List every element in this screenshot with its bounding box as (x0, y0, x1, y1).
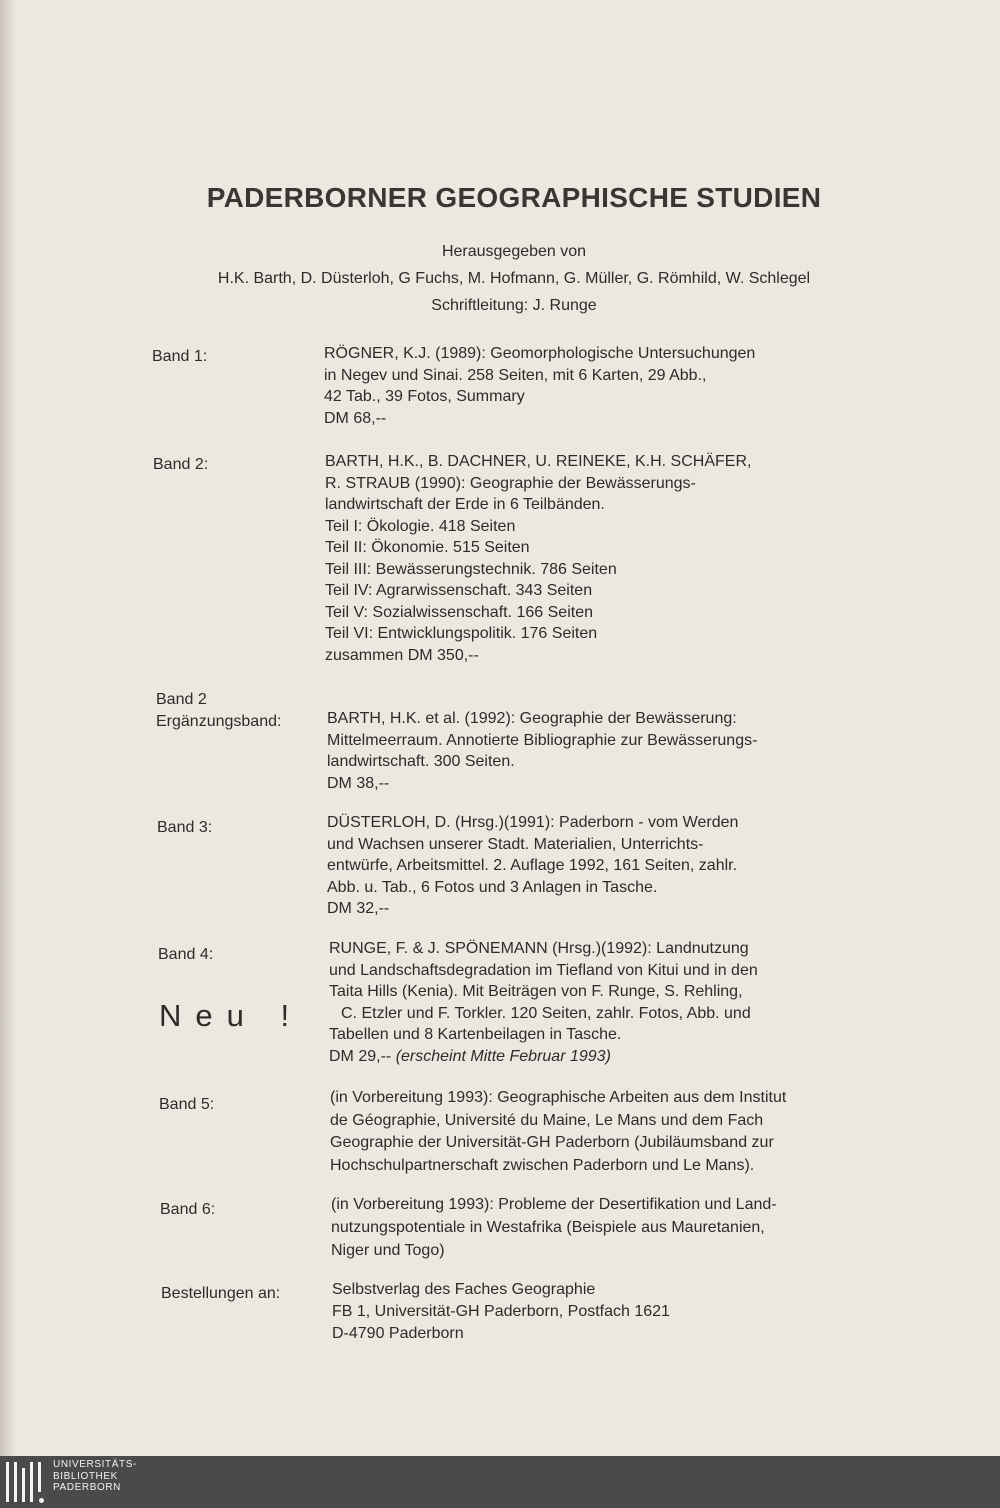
entry-line: RUNGE, F. & J. SPÖNEMANN (Hrsg.)(1992): Landnutzung (329, 940, 749, 957)
entry-line: C. Etzler und F. Torkler. 120 Seiten, zahlr. Fotos, Abb. und (341, 1004, 751, 1022)
entry-line: R. STRAUB (1990): Geographie der Bewässerungs- (325, 474, 696, 492)
entry-line: Abb. u. Tab., 6 Fotos und 3 Anlagen in Tasche. (327, 878, 658, 896)
entry-line: Niger und Togo) (331, 1242, 445, 1259)
new-badge: Neu ! (159, 998, 304, 1033)
entry-text (329, 938, 758, 1067)
series-title: PADERBORNER GEOGRAPHISCHE STUDIEN (206, 182, 822, 213)
entry-text (331, 1193, 777, 1262)
managing-editor: Schriftleitung: J. Runge (431, 297, 597, 314)
entry-text (330, 1087, 786, 1177)
entry-line: Geographie der Universität-GH Paderborn (Jubiläumsband zur (330, 1134, 774, 1151)
logo-line: UNIVERSITÄTS- (53, 1459, 137, 1470)
entry-label: Band 2 Ergänzungsband: (156, 691, 282, 730)
entry-label: Bestellungen an: (161, 1285, 281, 1302)
entry-line: BARTH, H.K. et al. (1992): Geographie der Bewässerung: (327, 710, 737, 727)
logo-line: BIBLIOTHEK (53, 1470, 118, 1482)
entry-line: 42 Tab., 39 Fotos, Summary (324, 388, 525, 405)
entry-line: und Landschaftsdegradation im Tiefland von Kitui und in den (329, 961, 758, 979)
entry-label: Band 4: (158, 946, 214, 963)
publisher-intro: Herausgegeben von (441, 243, 587, 260)
entry-line: Hochschulpartnerschaft zwischen Paderborn und Le Mans). (330, 1156, 755, 1174)
price: DM 29,-- (329, 1047, 392, 1065)
entry-line: (in Vorbereitung 1993): Geographische Arbeiten aus dem Institut (330, 1089, 787, 1106)
page-gutter-shadow (0, 0, 16, 1456)
entry-line: nutzungspotentiale in Westafrika (Beispiele aus Mauretanien, (331, 1219, 765, 1236)
footer-bar (0, 1456, 1000, 1508)
entry-line: und Wachsen unserer Stadt. Materialien, Unterrichts- (327, 835, 704, 853)
entry-line: FB 1, Universität-GH Paderborn, Postfach 1621 (332, 1303, 670, 1320)
entry-line: Teil III: Bewässerungstechnik. 786 Seiten (325, 560, 617, 578)
entry-line: Mittelmeerraum. Annotierte Bibliographie zur Bewässerungs- (327, 731, 758, 749)
entry-line: in Negev und Sinai. 258 Seiten, mit 6 Karten, 29 Abb., (324, 366, 707, 384)
entry-line: de Géographie, Université du Maine, Le Mans und dem Fach (330, 1111, 764, 1129)
entry-line: DM 38,-- (327, 774, 390, 792)
logo-line: PADERBORN (53, 1482, 122, 1493)
entry-label: Band 6: (160, 1201, 216, 1218)
entry-line: landwirtschaft der Erde in 6 Teilbänden. (325, 496, 605, 513)
entry-line: zusammen DM 350,-- (325, 646, 479, 664)
entry-text (327, 708, 757, 794)
entry-line: landwirtschaft. 300 Seiten. (327, 753, 515, 770)
entry-label: Band 3: (157, 819, 213, 836)
entry-line: BARTH, H.K., B. DACHNER, U. REINEKE, K.H. SCHÄFER, (325, 453, 752, 470)
entry-label: Band 2: (153, 456, 209, 473)
entry-line: (in Vorbereitung 1993): Probleme der Desertifikation und Land- (331, 1196, 777, 1213)
entry-line: DÜSTERLOH, D. (Hrsg.)(1991): Paderborn - vom Werden (327, 814, 739, 831)
entry-label: Band 1: (152, 348, 208, 365)
entry-line: Tabellen und 8 Kartenbeilagen in Tasche. (329, 1026, 622, 1043)
entry-line: Selbstverlag des Faches Geographie (332, 1281, 596, 1298)
entry-line: D-4790 Paderborn (332, 1325, 464, 1342)
entry-line: DM 68,-- (324, 409, 387, 427)
library-logo-text (53, 1459, 137, 1494)
editors-list: H.K. Barth, D. Düsterloh, G Fuchs, M. Hofmann, G. Müller, G. Römhild, W. Schlegel (217, 270, 811, 287)
entry-line: entwürfe, Arbeitsmittel. 2. Auflage 1992, 161 Seiten, zahlr. (327, 857, 738, 874)
entry-line: RÖGNER, K.J. (1989): Geomorphologische Untersuchungen (324, 345, 756, 362)
entry-line: Teil VI: Entwicklungspolitik. 176 Seiten (325, 625, 598, 642)
entry-line: Teil IV: Agrarwissenschaft. 343 Seiten (325, 582, 593, 599)
entry-text (327, 812, 738, 920)
publication-note: (erscheint Mitte Februar 1993) (395, 1047, 611, 1065)
entry-line: DM 32,-- (327, 900, 390, 917)
entry-text (332, 1279, 670, 1345)
entry-text (324, 343, 755, 429)
price-line (329, 1046, 758, 1068)
logo-dot-icon (39, 1498, 44, 1503)
entry-text (325, 451, 751, 666)
entry-line: Teil I: Ökologie. 418 Seiten (325, 517, 516, 535)
entry-line: Teil V: Sozialwissenschaft. 166 Seiten (325, 603, 593, 621)
entry-line: Teil II: Ökonomie. 515 Seiten (325, 539, 530, 556)
entry-label: Band 5: (159, 1096, 215, 1113)
entry-line: Taita Hills (Kenia). Mit Beiträgen von F. Runge, S. Rehling, (329, 983, 743, 1000)
